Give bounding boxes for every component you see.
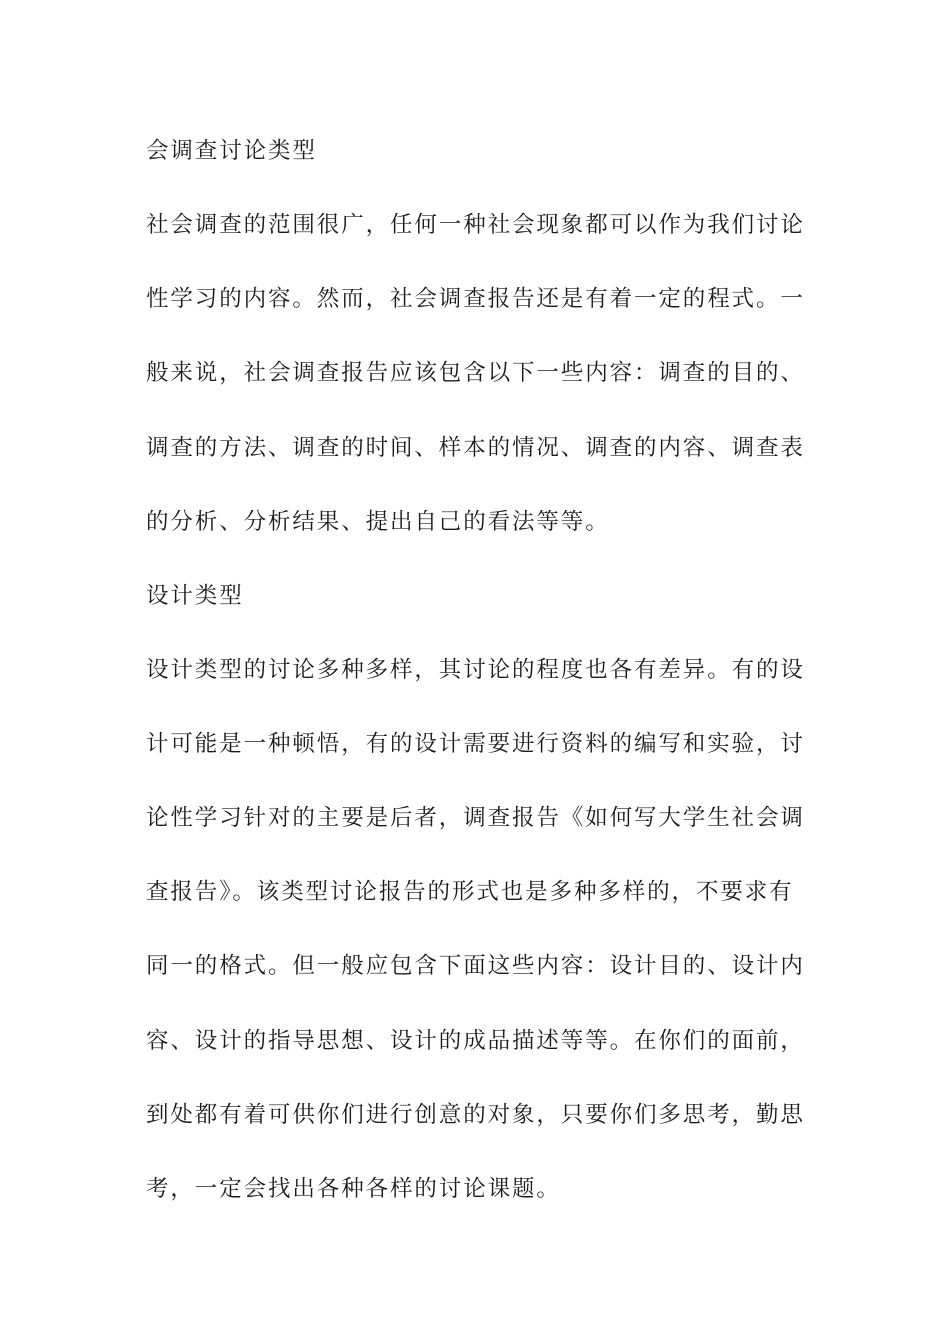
paragraph-line: 般来说，社会调查报告应该包含以下一些内容：调查的目的、 bbox=[146, 360, 805, 386]
paragraph-line: 的分析、分析结果、提出自己的看法等等。 bbox=[146, 509, 610, 535]
paragraph-line: 同一的格式。但一般应包含下面这些内容：设计目的、设计内 bbox=[146, 953, 805, 979]
section-heading-social-survey: 会调查讨论类型 bbox=[146, 138, 317, 164]
paragraph-line: 论性学习针对的主要是后者，调查报告《如何写大学生社会调 bbox=[146, 805, 805, 831]
paragraph-line: 调查的方法、调查的时间、样本的情况、调查的内容、调查表 bbox=[146, 435, 805, 461]
paragraph-line: 查报告》。该类型讨论报告的形式也是多种多样的，不要求有 bbox=[146, 879, 794, 905]
paragraph-line: 考，一定会找出各种各样的讨论课题。 bbox=[146, 1176, 561, 1202]
paragraph-line: 容、设计的指导思想、设计的成品描述等等。在你们的面前， bbox=[146, 1028, 805, 1054]
paragraph-line: 社会调查的范围很广，任何一种社会现象都可以作为我们讨论 bbox=[146, 212, 805, 238]
paragraph-line: 计可能是一种顿悟，有的设计需要进行资料的编写和实验，讨 bbox=[146, 731, 805, 757]
paragraph-line: 到处都有着可供你们进行创意的对象，只要你们多思考，勤思 bbox=[146, 1102, 805, 1128]
section-heading-design: 设计类型 bbox=[146, 583, 244, 609]
paragraph-line: 性学习的内容。然而，社会调查报告还是有着一定的程式。一 bbox=[146, 286, 805, 312]
paragraph-line: 设计类型的讨论多种多样，其讨论的程度也各有差异。有的设 bbox=[146, 657, 805, 683]
